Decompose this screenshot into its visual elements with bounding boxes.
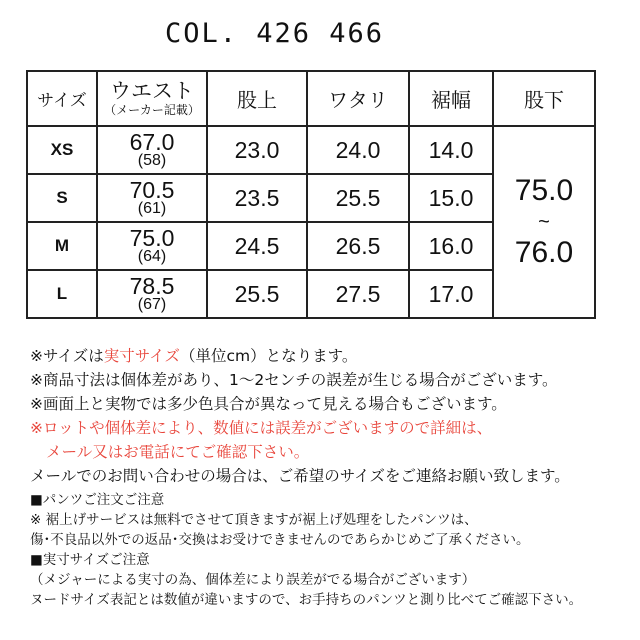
- table-row: [27, 126, 595, 174]
- pants-note-2: 傷･不良品以外での返品･交換はお受けできませんのであらかじめご了承ください。: [30, 532, 530, 548]
- thigh-value: 24.0: [307, 126, 409, 174]
- actual-size-note-2: ヌードサイズ表記とは数値が違いますので、お手持ちのパンツと測り比べてご確認下さい。: [30, 592, 583, 608]
- note-color: ※画面上と実物では多少色具合が異なって見える場合もございます。: [30, 395, 507, 413]
- waist-maker-value: (61): [137, 200, 167, 217]
- note-contact: メール又はお電話にてご確認下さい。: [46, 443, 310, 461]
- note-lot-warning: ※ロットや個体差により、数値には誤差がございますので詳細は、: [30, 419, 493, 437]
- note-unit: [30, 344, 630, 368]
- size-label: XS: [27, 126, 97, 174]
- actual-size-note-1: （メジャーによる実寸の為、個体差により誤差がでる場合がございます）: [30, 572, 476, 588]
- pants-heading: ■パンツご注文ご注意: [30, 492, 165, 508]
- header-rise: 股上: [207, 71, 307, 126]
- waist-cell: [97, 126, 207, 174]
- header-thigh: ワタリ: [307, 71, 409, 126]
- waist-value: 67.0: [129, 129, 175, 155]
- inseam-separator: ~: [538, 211, 550, 233]
- header-waist-label: ウエスト: [110, 78, 194, 103]
- rise-value: 23.0: [207, 126, 307, 174]
- inseam-from: 75.0: [514, 174, 574, 207]
- waist-maker-value: (67): [137, 296, 167, 313]
- header-waist: [97, 71, 207, 126]
- thigh-value: 25.5: [307, 174, 409, 222]
- size-table: [26, 70, 596, 319]
- hem-value: 14.0: [409, 126, 493, 174]
- waist-maker-value: (58): [137, 152, 167, 169]
- rise-value: 23.5: [207, 174, 307, 222]
- note-unit-highlight: 実寸サイズ: [103, 347, 181, 365]
- hem-value: 15.0: [409, 174, 493, 222]
- table-header-row: [27, 71, 595, 126]
- note-unit-prefix: ※サイズは: [30, 347, 104, 365]
- rise-value: 25.5: [207, 270, 307, 318]
- actual-size-heading: ■実寸サイズご注意: [30, 552, 150, 568]
- header-hem: 裾幅: [409, 71, 493, 126]
- note-email: メールでのお問い合わせの場合は、ご希望のサイズをご連絡お願い致します。: [30, 467, 570, 485]
- page-title: COL. 426 466: [165, 18, 385, 49]
- header-waist-note: （メーカー記載）: [104, 102, 200, 117]
- pants-note-1: ※ 裾上げサービスは無料でさせて頂きますが裾上げ処理をしたパンツは、: [30, 512, 478, 528]
- notes-section: [30, 344, 630, 610]
- thigh-value: 27.5: [307, 270, 409, 318]
- waist-cell: [97, 270, 207, 318]
- size-label: L: [27, 270, 97, 318]
- waist-cell: [97, 174, 207, 222]
- hem-value: 17.0: [409, 270, 493, 318]
- inseam-to: 76.0: [514, 236, 574, 269]
- size-label: S: [27, 174, 97, 222]
- size-label: M: [27, 222, 97, 270]
- waist-cell: [97, 222, 207, 270]
- note-tolerance: ※商品寸法は個体差があり、1〜2センチの誤差が生じる場合がございます。: [30, 371, 558, 389]
- waist-maker-value: (64): [137, 248, 167, 265]
- thigh-value: 26.5: [307, 222, 409, 270]
- header-inseam: 股下: [493, 71, 595, 126]
- note-unit-suffix: （単位cm）となります。: [180, 347, 358, 365]
- hem-value: 16.0: [409, 222, 493, 270]
- waist-value: 78.5: [129, 273, 175, 299]
- waist-value: 75.0: [129, 225, 175, 251]
- rise-value: 24.5: [207, 222, 307, 270]
- inseam-cell: [493, 126, 595, 318]
- header-size: サイズ: [27, 71, 97, 126]
- waist-value: 70.5: [129, 177, 175, 203]
